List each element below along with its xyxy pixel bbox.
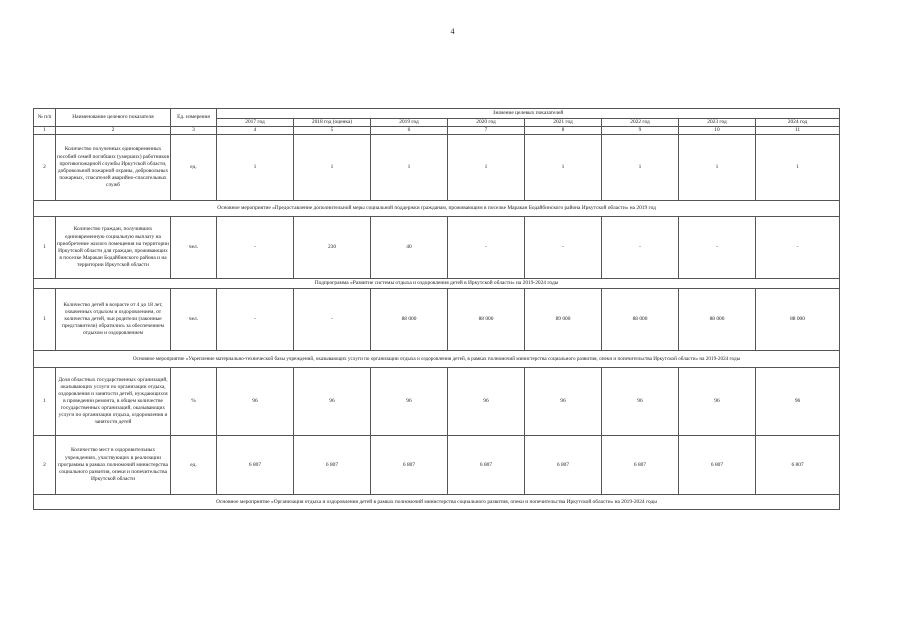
column-number: 5 <box>294 127 371 135</box>
indicator-value: 96 <box>371 368 448 436</box>
indicator-value: - <box>448 217 525 279</box>
indicator-value: 96 <box>602 368 679 436</box>
header-unit: Ед. измерения <box>171 109 217 127</box>
indicator-name: Количество полученных единовременных пособий семей погибших (умерших) работников противопожарной службы Иркутской области, добровольной пожарной охраны, добровольных пожарных, спасателей аварийно-спасательных служб <box>56 135 171 201</box>
indicator-value: 230 <box>294 217 371 279</box>
target-indicators-table <box>33 108 840 510</box>
indicator-value: 1 <box>679 135 756 201</box>
indicator-value: 1 <box>371 135 448 201</box>
header-year: 2019 год <box>371 119 448 127</box>
indicator-value: 6 807 <box>294 436 371 495</box>
column-number: 9 <box>602 127 679 135</box>
indicator-row <box>34 436 840 495</box>
header-name: Наименование целевого показателя <box>56 109 171 127</box>
indicator-value: - <box>602 217 679 279</box>
indicator-row <box>34 289 840 351</box>
indicator-value: 1 <box>525 135 602 201</box>
column-number: 4 <box>217 127 294 135</box>
indicator-row <box>34 368 840 436</box>
header-values-group: Значение целевых показателей <box>217 109 840 119</box>
indicator-value: 1 <box>756 135 840 201</box>
header-year: 2023 год <box>679 119 756 127</box>
indicator-value: 88 000 <box>448 289 525 351</box>
header-year: 2017 год <box>217 119 294 127</box>
section-row <box>34 495 840 510</box>
column-number: 6 <box>371 127 448 135</box>
indicator-value: 96 <box>756 368 840 436</box>
indicator-value: 6 807 <box>756 436 840 495</box>
indicator-value: - <box>294 289 371 351</box>
column-number: 11 <box>756 127 840 135</box>
column-number: 1 <box>34 127 56 135</box>
indicator-value: 88 000 <box>371 289 448 351</box>
indicator-value: 1 <box>448 135 525 201</box>
indicator-value: 6 807 <box>371 436 448 495</box>
indicator-value: - <box>756 217 840 279</box>
indicator-value: 89 000 <box>525 289 602 351</box>
indicator-value: 40 <box>371 217 448 279</box>
section-title: Основное мероприятие «Предоставление дополнительной меры социальной поддержки гражданам, проживающим в поселке Маракан Бодайбинского района Иркутской области» на 2019 год <box>34 201 840 217</box>
indicator-value: 1 <box>602 135 679 201</box>
section-title: Основное мероприятие «Организация отдыха и оздоровления детей в рамках полномочий министерства социального развития, опеки и попечительства Иркутской области» на 2019-2024 годы <box>34 495 840 510</box>
indicator-value: 6 807 <box>525 436 602 495</box>
section-row <box>34 201 840 217</box>
indicator-unit: чел. <box>171 217 217 279</box>
indicator-value: 88 000 <box>602 289 679 351</box>
row-num: 1 <box>34 217 56 279</box>
header-year: 2018 год (оценка) <box>294 119 371 127</box>
indicator-row <box>34 135 840 201</box>
indicator-value: - <box>217 289 294 351</box>
row-num: 2 <box>34 436 56 495</box>
indicator-value: - <box>217 217 294 279</box>
indicator-name: Доля областных государственных организаций, оказывающих услуги по организации отдыха, оздоровления и занятости детей, нуждающихся в проведении ремонта, в общем количестве государственных организаций, оказывающих услуги по организации отдыха, оздоровления и занятости детей <box>56 368 171 436</box>
indicator-value: 1 <box>217 135 294 201</box>
indicator-value: 1 <box>294 135 371 201</box>
indicator-unit: чел. <box>171 289 217 351</box>
indicator-value: 96 <box>448 368 525 436</box>
indicator-value: - <box>679 217 756 279</box>
row-num: 1 <box>34 368 56 436</box>
indicator-name: Количество граждан, получивших единовременную социальную выплату на приобретение жилого помещения на территории Иркутской области для граждан, проживающих в поселке Маракан Бодайбинского района и на территории Иркутской области <box>56 217 171 279</box>
indicator-value: - <box>525 217 602 279</box>
indicator-unit: % <box>171 368 217 436</box>
indicator-value: 6 807 <box>602 436 679 495</box>
header-year: 2020 год <box>448 119 525 127</box>
indicator-name: Количество мест в оздоровительных учреждениях, участвующих в реализации программы в рамках полномочий министерства социального развития, опеки и попечительства Иркутской области <box>56 436 171 495</box>
section-row <box>34 351 840 368</box>
indicator-value: 88 000 <box>679 289 756 351</box>
header-year: 2021 год <box>525 119 602 127</box>
indicator-row <box>34 217 840 279</box>
section-row <box>34 279 840 289</box>
page-number: 4 <box>450 27 455 36</box>
section-title: Основное мероприятие «Укрепление материально-технической базы учреждений, оказывающих услуги по организации отдыха и оздоровления детей, в рамках полномочий министерства социального развития, опеки и попечительства Иркутской области» на 2019-2024 годы <box>34 351 840 368</box>
column-number: 10 <box>679 127 756 135</box>
indicator-unit: ед. <box>171 436 217 495</box>
header-year: 2024 год <box>756 119 840 127</box>
column-number: 7 <box>448 127 525 135</box>
indicator-value: 6 807 <box>679 436 756 495</box>
indicator-value: 96 <box>217 368 294 436</box>
indicator-value: 96 <box>294 368 371 436</box>
row-num: 2 <box>34 135 56 201</box>
column-number: 2 <box>56 127 171 135</box>
column-number: 8 <box>525 127 602 135</box>
indicator-value: 6 807 <box>448 436 525 495</box>
indicator-name: Количество детей в возрасте от 4 до 18 лет, охваченных отдыхом и оздоровлением, от количества детей, чьи родители (законные представители) обратились за обеспечением отдыхом и оздоровлением <box>56 289 171 351</box>
indicator-value: 88 000 <box>756 289 840 351</box>
indicator-value: 6 807 <box>217 436 294 495</box>
indicator-value: 96 <box>525 368 602 436</box>
indicator-unit: ед. <box>171 135 217 201</box>
header-num: № п/п <box>34 109 56 127</box>
indicator-value: 96 <box>679 368 756 436</box>
header-year: 2022 год <box>602 119 679 127</box>
section-title: Подпрограмма «Развитие системы отдыха и оздоровления детей в Иркутской области» на 2019-2024 годы <box>34 279 840 289</box>
row-num: 1 <box>34 289 56 351</box>
column-number: 3 <box>171 127 217 135</box>
